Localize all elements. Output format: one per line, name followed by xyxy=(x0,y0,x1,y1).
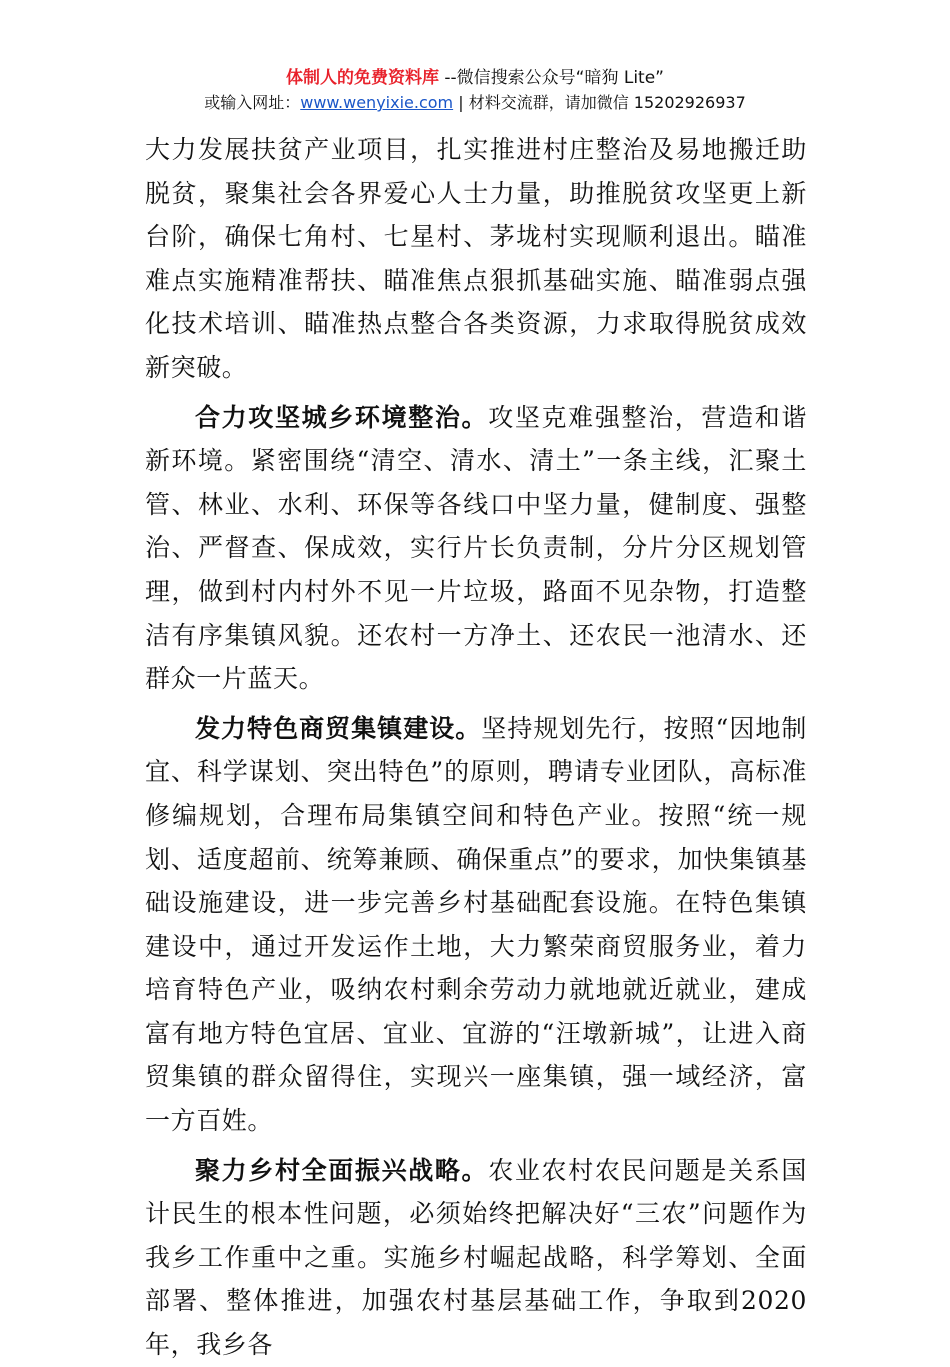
paragraph-2 xyxy=(145,396,807,701)
website-link[interactable]: www.wenyixie.com xyxy=(300,93,454,112)
header-tagline: --微信搜索公众号“暗狗 Lite” xyxy=(438,68,664,88)
paragraph-text: 大力发展扶贫产业项目，扎实推进村庄整治及易地搬迁助脱贫，聚集社会各界爱心人士力量，助推脱贫攻坚更上新台阶，确保七角村、七星村、茅垅村实现顺利退出。瞄准难点实施精准帮扶、瞄准焦点狠抓基础实施、瞄准弱点强化技术培训、瞄准热点整合各类资源，力求取得脱贫成效新突破。 xyxy=(145,135,807,382)
paragraph-1 xyxy=(145,128,807,390)
paragraph-heading: 聚力乡村全面振兴战略。 xyxy=(195,1155,489,1185)
site-name[interactable]: 体制人的免费资料库 xyxy=(285,68,439,88)
document-body xyxy=(145,128,807,1367)
header-separator: | xyxy=(453,93,469,112)
paragraph-heading: 合力攻坚城乡环境整治。 xyxy=(195,402,489,432)
header-line-2 xyxy=(0,92,950,114)
url-prefix: 或输入网址： xyxy=(204,93,301,112)
contact-info: 材料交流群，请加微信 15202926937 xyxy=(468,93,746,112)
paragraph-text: 坚持规划先行，按照“因地制宜、科学谋划、突出特色”的原则，聘请专业团队，高标准修编规划，合理布局集镇空间和特色产业。按照“统一规划、适度超前、统筹兼顾、确保重点”的要求，加快集镇基础设施建设，进一步完善乡村基础配套设施。在特色集镇建设中，通过开发运作土地，大力繁荣商贸服务业，着力培育特色产业，吸纳农村剩余劳动力就地就近就业，建成富有地方特色宜居、宜业、宜游的“汪墩新城”，让进入商贸集镇的群众留得住，实现兴一座集镇，强一域经济，富一方百姓。 xyxy=(145,713,807,1136)
paragraph-text: 农业农村农民问题是关系国计民生的根本性问题，必须始终把解决好“三农”问题作为我乡工作重中之重。实施乡村崛起战略，科学筹划、全面部署、整体推进，加强农村基层基础工作，争取到2020年，我乡各 xyxy=(145,1155,807,1360)
paragraph-text: 攻坚克难强整治，营造和谐新环境。紧密围绕“清空、清水、清土”一条主线，汇聚土管、林业、水利、环保等各线口中坚力量，健制度、强整治、严督查、保成效，实行片长负责制，分片分区规划管理，做到村内村外不见一片垃圾，路面不见杂物，打造整洁有序集镇风貌。还农村一方净土、还农民一池清水、还群众一片蓝天。 xyxy=(145,402,807,694)
paragraph-heading: 发力特色商贸集镇建设。 xyxy=(195,713,482,743)
paragraph-4 xyxy=(145,1149,807,1367)
page-header xyxy=(0,66,950,114)
paragraph-3 xyxy=(145,707,807,1143)
header-line-1 xyxy=(0,66,950,90)
